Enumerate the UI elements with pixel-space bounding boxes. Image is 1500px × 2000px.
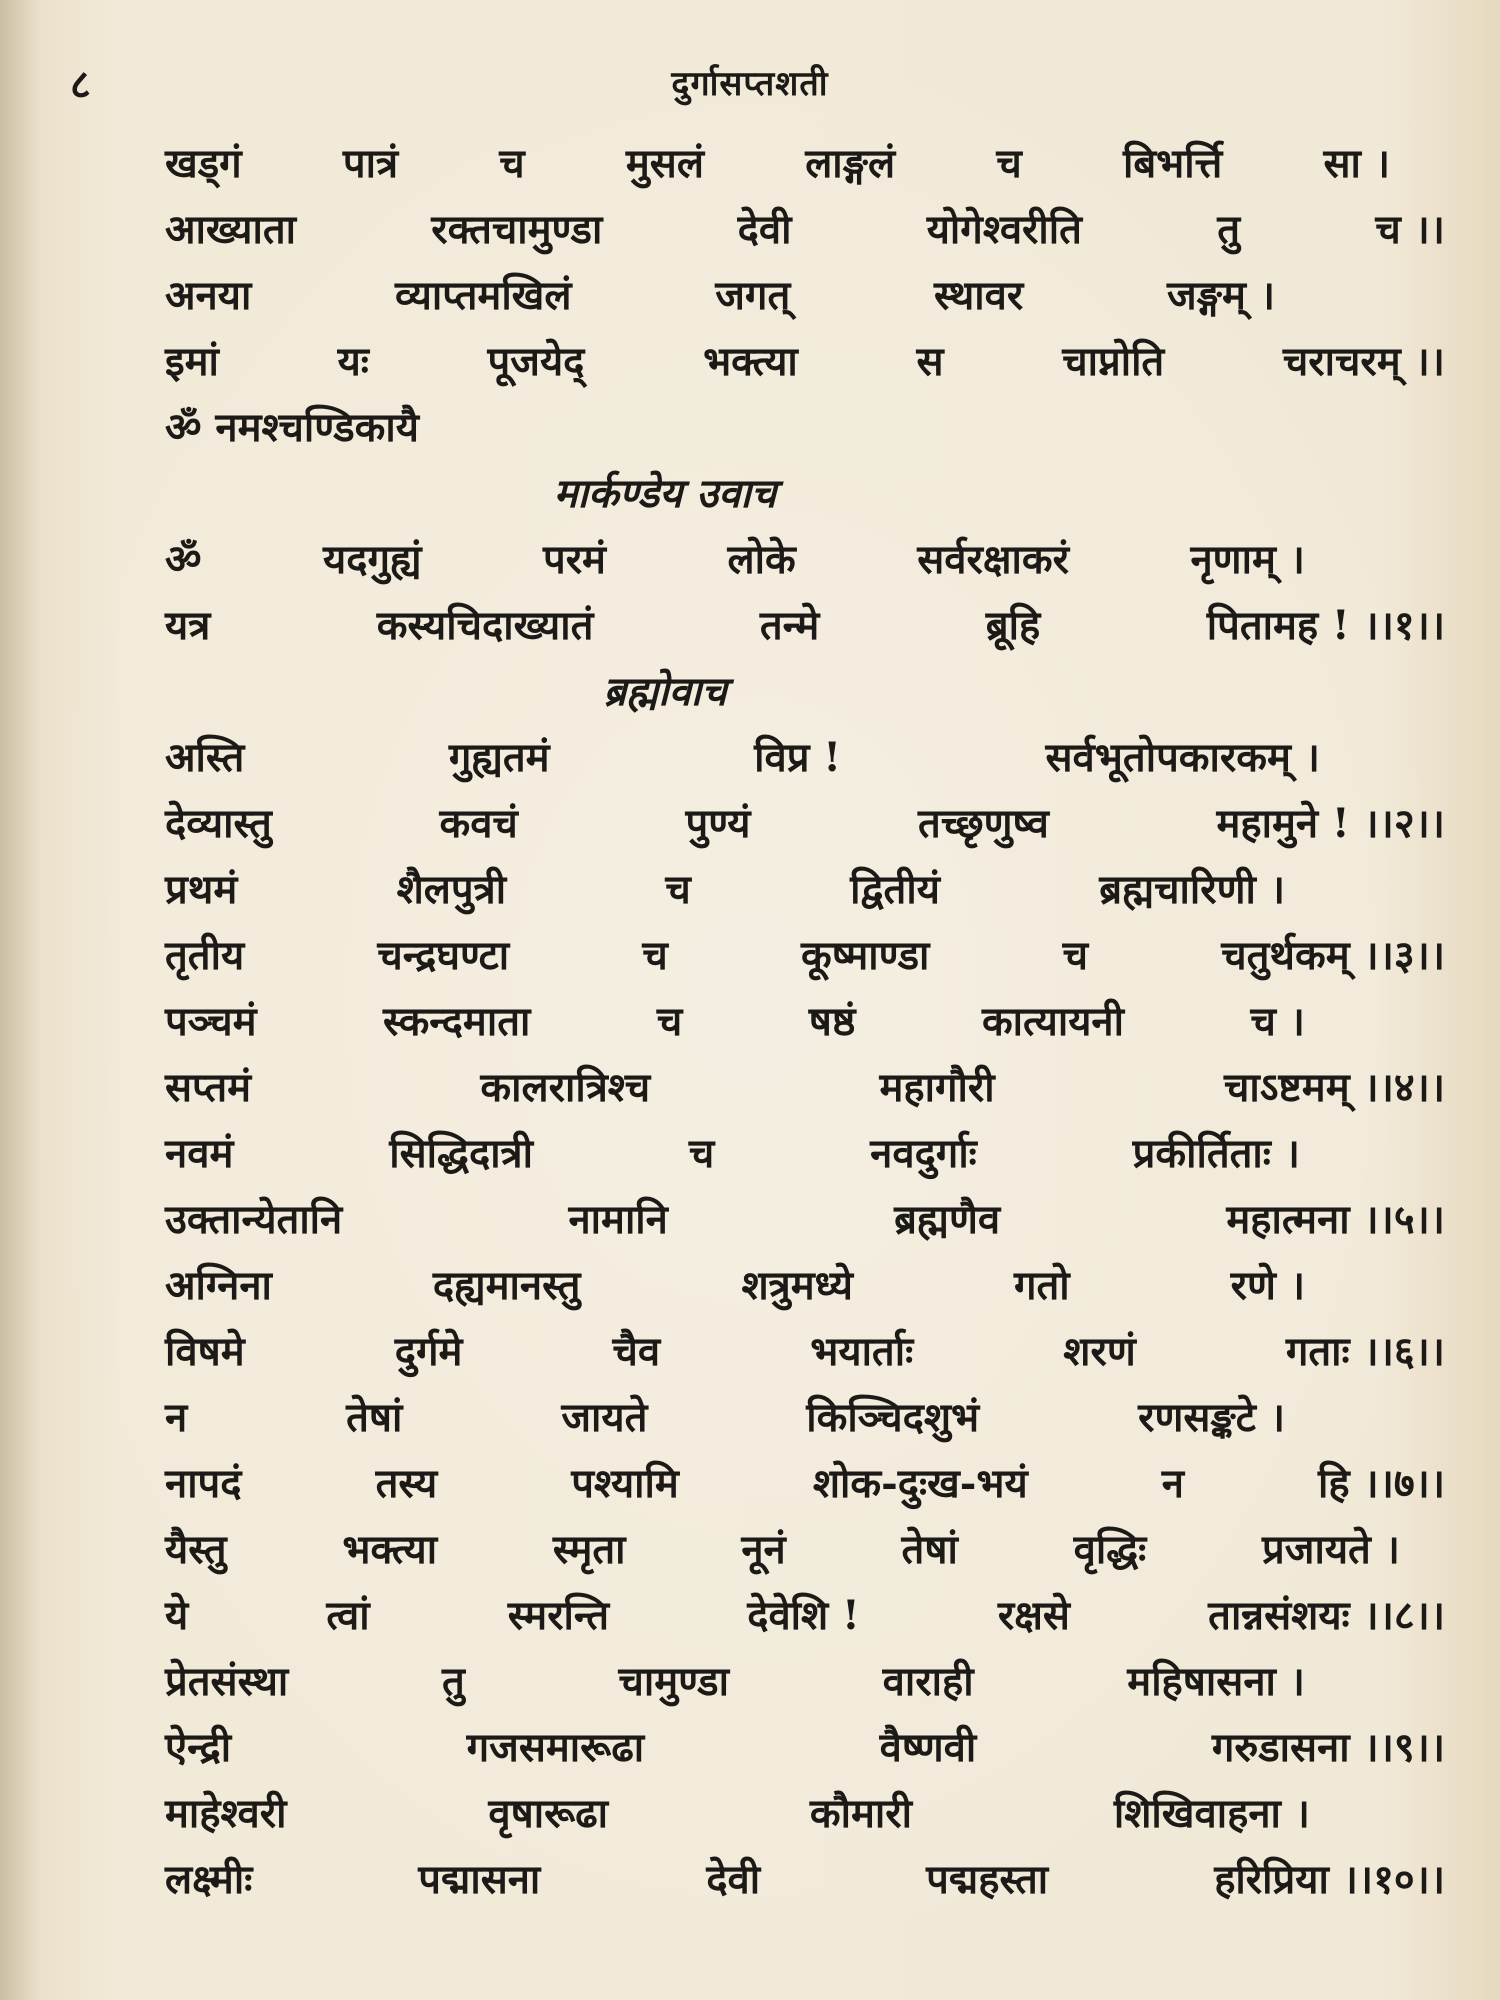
verse-word: देवी (706, 1855, 761, 1903)
verse-word: विषमे (165, 1327, 245, 1375)
verse-word: दह्यमानस्तु (432, 1261, 581, 1309)
verse-word: शत्रुमध्ये (741, 1261, 853, 1309)
verse-line (165, 1844, 1445, 1910)
verse-word: पुण्यं (685, 799, 751, 847)
verse-word: च (665, 865, 691, 913)
verse-word: वैष्णवी (879, 1723, 977, 1771)
verse-word: तस्य (375, 1459, 438, 1507)
verse-word: ब्रह्मचारिणी । (1099, 865, 1285, 913)
verse-word: वृषारूढा (488, 1789, 609, 1837)
verse-word: महात्मना ।।५।। (1226, 1195, 1445, 1243)
verse-word: ये (165, 1591, 189, 1639)
verse-word: न (1161, 1459, 1184, 1507)
verse-word: न (165, 1393, 188, 1441)
verse-word: तन्मे (759, 601, 820, 649)
verse-word: यैस्तु (165, 1525, 227, 1573)
verse-word: प्रेतसंस्था (165, 1657, 289, 1705)
verse-line (165, 1514, 1400, 1580)
verse-word: लक्ष्मीः (165, 1855, 253, 1903)
verse-word: सप्तमं (165, 1063, 252, 1111)
verse-word: नृणाम् । (1190, 535, 1305, 583)
verse-line (165, 260, 1275, 326)
verse-word: च (642, 931, 668, 979)
verse-word: देवी (737, 205, 792, 253)
verse-word: मुसलं (625, 139, 704, 187)
verse-line (165, 1712, 1445, 1778)
page-number: ८ (70, 61, 91, 108)
verse-line (165, 1184, 1445, 1250)
verse-word: गुह्यतमं (448, 733, 550, 781)
verse-line (165, 1580, 1445, 1646)
verse-word: वाराही (882, 1657, 974, 1705)
verse-line (165, 1382, 1285, 1448)
verse-word: चन्द्रघण्टा (377, 931, 510, 979)
verse-line (165, 1646, 1305, 1712)
verse-word: तु (1217, 205, 1241, 253)
section-heading (165, 458, 1165, 524)
verse-word: ॐ नमश्चण्डिकायै (165, 403, 419, 451)
verse-word: स्मृता (552, 1525, 626, 1573)
verse-word: भक्त्या (703, 337, 798, 385)
verse-word: यः (337, 337, 369, 385)
verse-word: उक्तान्येतानि (165, 1195, 343, 1243)
verse-line (165, 920, 1445, 986)
page-header (0, 55, 1500, 115)
verse-word: चाऽष्टमम् ।।४।। (1223, 1063, 1445, 1111)
verse-line (165, 326, 1445, 392)
running-title: दुर्गासप्तशती (671, 64, 829, 104)
verse-word: रणसङ्कटे । (1138, 1393, 1285, 1441)
verse-word: च (688, 1129, 715, 1177)
verse-word: गताः ।।६।। (1285, 1327, 1445, 1375)
verse-line (165, 128, 1390, 194)
verse-line (165, 1448, 1445, 1514)
verse-line (165, 1316, 1445, 1382)
verse-word: शिखिवाहना । (1113, 1789, 1310, 1837)
verse-word: कूष्माण्डा (800, 931, 930, 979)
verse-word: सर्वभूतोपकारकम् । (1045, 733, 1320, 781)
verse-word: कौमारी (809, 1789, 912, 1837)
verse-word: चैव (612, 1327, 661, 1375)
verse-word: द्वितीयं (850, 865, 940, 913)
verse-word: लाङ्गलं (805, 139, 896, 187)
verse-word: विप्र ! (754, 733, 841, 781)
verse-word: कालरात्रिश्च (480, 1063, 651, 1111)
verse-word: कवचं (439, 799, 518, 847)
verse-line (165, 524, 1305, 590)
verse-word: षष्ठं (808, 997, 856, 1045)
verse-word: तच्छृणुष्व (918, 799, 1049, 847)
verse-word: रक्षसे (997, 1591, 1070, 1639)
verse-line (165, 1250, 1305, 1316)
verse-word: तेषां (901, 1525, 958, 1573)
verse-word: नवदुर्गाः (870, 1129, 977, 1177)
verse-word: महामुने ! ।।२।। (1216, 799, 1445, 847)
verse-word: स (916, 337, 944, 385)
verse-word: ब्रूहि (985, 601, 1041, 649)
verse-word: किञ्चिदशुभं (806, 1393, 980, 1441)
section-heading (165, 656, 1165, 722)
verse-word: भक्त्या (342, 1525, 438, 1573)
verse-word: रक्तचामुण्डा (431, 205, 603, 253)
verse-word: च (656, 997, 683, 1045)
verse-word: च (996, 139, 1022, 187)
verse-word: पञ्चमं (165, 997, 257, 1045)
verse-word: चामुण्डा (618, 1657, 729, 1705)
verse-word: चाप्नोति (1062, 337, 1165, 385)
verse-word: ब्रह्मणैव (894, 1195, 1001, 1243)
verse-word: योगेश्वरीति (926, 205, 1082, 253)
verse-word: कात्यायनी (981, 997, 1124, 1045)
verse-word: मार्कण्डेय उवाच (553, 469, 777, 517)
verse-word: शैलपुत्री (396, 865, 507, 913)
verse-word: हि ।।७।। (1318, 1459, 1445, 1507)
verse-word: ऐन्द्री (165, 1723, 232, 1771)
verse-word: नूनं (741, 1525, 786, 1573)
verse-word: पूजयेद् (487, 337, 585, 385)
verse-word: नामानि (568, 1195, 668, 1243)
verse-word: अग्निना (165, 1261, 272, 1309)
verse-word: त्वां (326, 1591, 370, 1639)
verse-line (165, 1052, 1445, 1118)
verse-word: जङ्गम् । (1166, 271, 1275, 319)
verse-word: तृतीय (165, 931, 245, 979)
verse-word: माहेश्वरी (165, 1789, 287, 1837)
verse-word: गरुडासना ।।९।। (1211, 1723, 1445, 1771)
verse-word: लोके (727, 535, 796, 583)
verse-word: यदगुह्यं (323, 535, 422, 583)
verse-word: अस्ति (165, 733, 245, 781)
verse-word: ॐ (165, 535, 202, 583)
verse-word: जायते (561, 1393, 648, 1441)
verse-word: चतुर्थकम् ।।३।। (1221, 931, 1445, 979)
verse-word: पश्यामि (571, 1459, 679, 1507)
verse-word: प्रकीर्तिताः । (1132, 1129, 1300, 1177)
verse-word: बिभर्त्ति (1122, 139, 1223, 187)
page-gutter-shadow (0, 0, 40, 2000)
verse-word: सर्वरक्षाकरं (917, 535, 1069, 583)
verse-word: स्मरन्ति (507, 1591, 610, 1639)
verse-word: महागौरी (879, 1063, 995, 1111)
verse-word: तान्नसंशयः ।।८।। (1208, 1591, 1445, 1639)
verse-word: वृद्धिः (1073, 1525, 1147, 1573)
verse-word: परमं (542, 535, 606, 583)
verse-word: गतो (1013, 1261, 1070, 1309)
verse-line (165, 194, 1445, 260)
verse-word: नवमं (165, 1129, 234, 1177)
verse-line (165, 590, 1445, 656)
verse-word: अनया (165, 271, 252, 319)
verse-word: हरिप्रिया ।।१०।। (1214, 1855, 1445, 1903)
verse-word: नापदं (165, 1459, 242, 1507)
verse-word: खड्गं (165, 139, 242, 187)
verse-word: स्कन्दमाता (383, 997, 531, 1045)
verse-word: ब्रह्मोवाच (603, 667, 727, 715)
verse-word: च ।। (1375, 205, 1445, 253)
verse-word: सिद्धिदात्री (389, 1129, 533, 1177)
verse-word: पद्महस्ता (926, 1855, 1049, 1903)
verse-word: तु (441, 1657, 465, 1705)
verse-line (165, 1778, 1310, 1844)
verse-word: शरणं (1063, 1327, 1136, 1375)
verse-word: महिषासना । (1127, 1657, 1305, 1705)
verse-word: भयार्ताः (810, 1327, 914, 1375)
verse-word: यत्र (165, 601, 211, 649)
verse-word: पितामह ! ।।१।। (1206, 601, 1445, 649)
verse-word: पद्मासना (418, 1855, 541, 1903)
verse-line (165, 788, 1445, 854)
verse-word: कस्यचिदाख्यातं (376, 601, 594, 649)
verse-word: चराचरम् ।। (1282, 337, 1445, 385)
verse-word: व्याप्तमखिलं (395, 271, 572, 319)
verse-line (165, 854, 1285, 920)
verse-line (165, 986, 1305, 1052)
verse-word: च (1062, 931, 1088, 979)
verse-word: च । (1250, 997, 1305, 1045)
verse-word: स्थावर (933, 271, 1024, 319)
verse-word: शोक-दुःख-भयं (812, 1459, 1028, 1507)
verse-word: पात्रं (342, 139, 399, 187)
verse-word: देव्यास्तु (165, 799, 272, 847)
verse-word: प्रथमं (165, 865, 238, 913)
verse-word: गजसमारूढा (466, 1723, 645, 1771)
verse-line (165, 722, 1320, 788)
verse-word: जगत् (715, 271, 791, 319)
verse-word: देवेशि ! (747, 1591, 860, 1639)
verse-word: इमां (165, 337, 219, 385)
verse-word: प्रजायते । (1262, 1525, 1400, 1573)
verse-word: दुर्गमे (394, 1327, 463, 1375)
verse-word: रणे । (1230, 1261, 1305, 1309)
verse-word: आख्याता (165, 205, 296, 253)
verse-text-block (165, 128, 1450, 1910)
invocation-line (165, 392, 1450, 458)
verse-word: सा । (1323, 139, 1390, 187)
verse-line (165, 1118, 1300, 1184)
verse-word: च (499, 139, 525, 187)
verse-word: तेषां (346, 1393, 403, 1441)
